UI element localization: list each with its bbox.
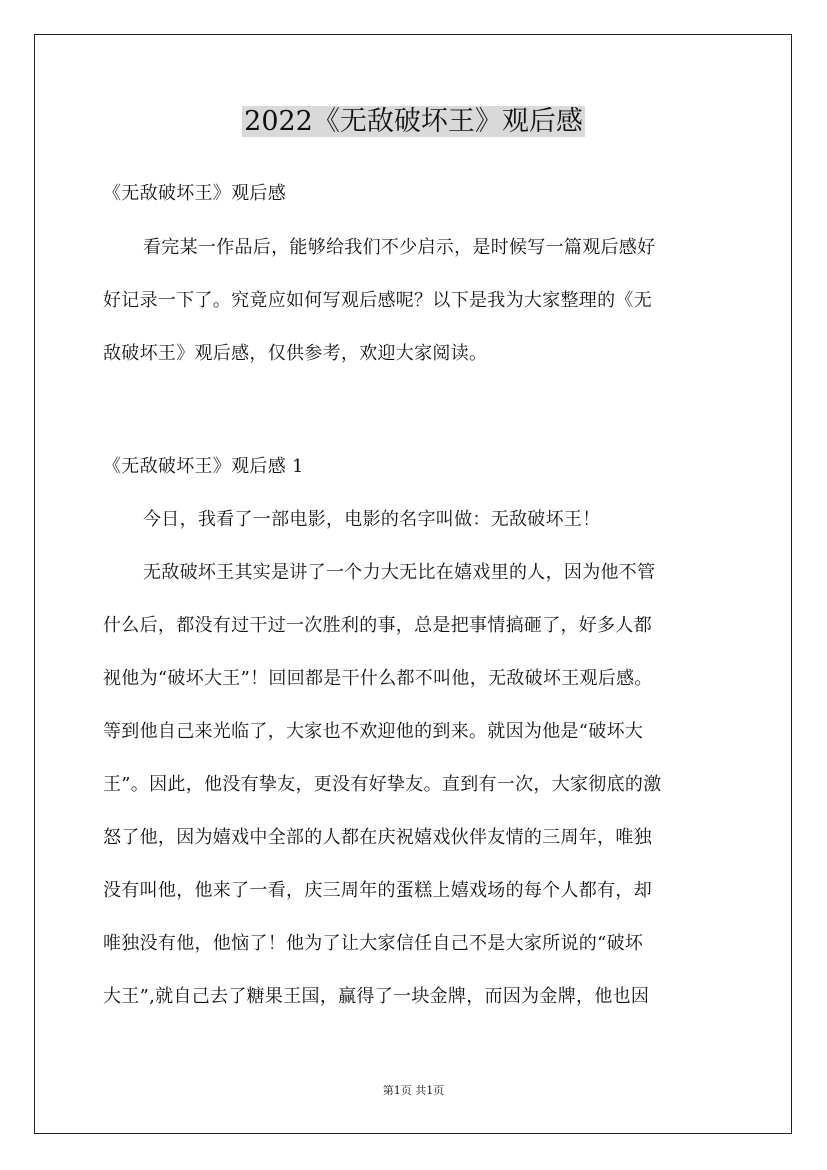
paragraph-line: 没有叫他，他来了一看，庆三周年的蛋糕上嬉戏场的每个人都有，却 — [103, 880, 652, 901]
paragraph-line: 大王”,就自己去了糖果王国，赢得了一块金牌，而因为金牌，他也因 — [103, 986, 650, 1007]
paragraph-line: 王”。因此，他没有挚友，更没有好挚友。直到有一次，大家彻底的激 — [103, 774, 662, 795]
paragraph-line: 视他为“破坏大王”！回回都是干什么都不叫他，无敌破坏王观后感。 — [103, 668, 653, 689]
section-heading: 《无敌破坏王》观后感 1 — [103, 456, 304, 477]
paragraph-line: 等到他自己来光临了，大家也不欢迎他的到来。就因为他是“破坏大 — [103, 721, 644, 742]
paragraph-line: 今日，我看了一部电影，电影的名字叫做：无敌破坏王！ — [143, 509, 601, 530]
paragraph-line: 唯独没有他，他恼了！他为了让大家信任自己不是大家所说的“破坏 — [103, 933, 644, 954]
paragraph-line: 无敌破坏王其实是讲了一个力大无比在嬉戏里的人，因为他不管 — [143, 562, 656, 583]
intro-line: 看完某一作品后，能够给我们不少启示，是时候写一篇观后感好 — [143, 237, 656, 258]
paragraph-line: 怒了他，因为嬉戏中全部的人都在庆祝嬉戏伙伴友情的三周年，唯独 — [103, 827, 652, 848]
paragraph-line: 什么后，都没有过干过一次胜利的事，总是把事情搞砸了，好多人都 — [103, 615, 652, 636]
subtitle: 《无敌破坏王》观后感 — [103, 183, 286, 204]
intro-line: 敌破坏王》观后感，仅供参考，欢迎大家阅读。 — [103, 343, 488, 364]
page-footer: 第1页 共1页 — [382, 1084, 445, 1097]
document-title: 2022《无敌破坏王》观后感 — [244, 106, 583, 137]
intro-line: 好记录一下了。究竟应如何写观后感呢？以下是我为大家整理的《无 — [103, 290, 652, 311]
